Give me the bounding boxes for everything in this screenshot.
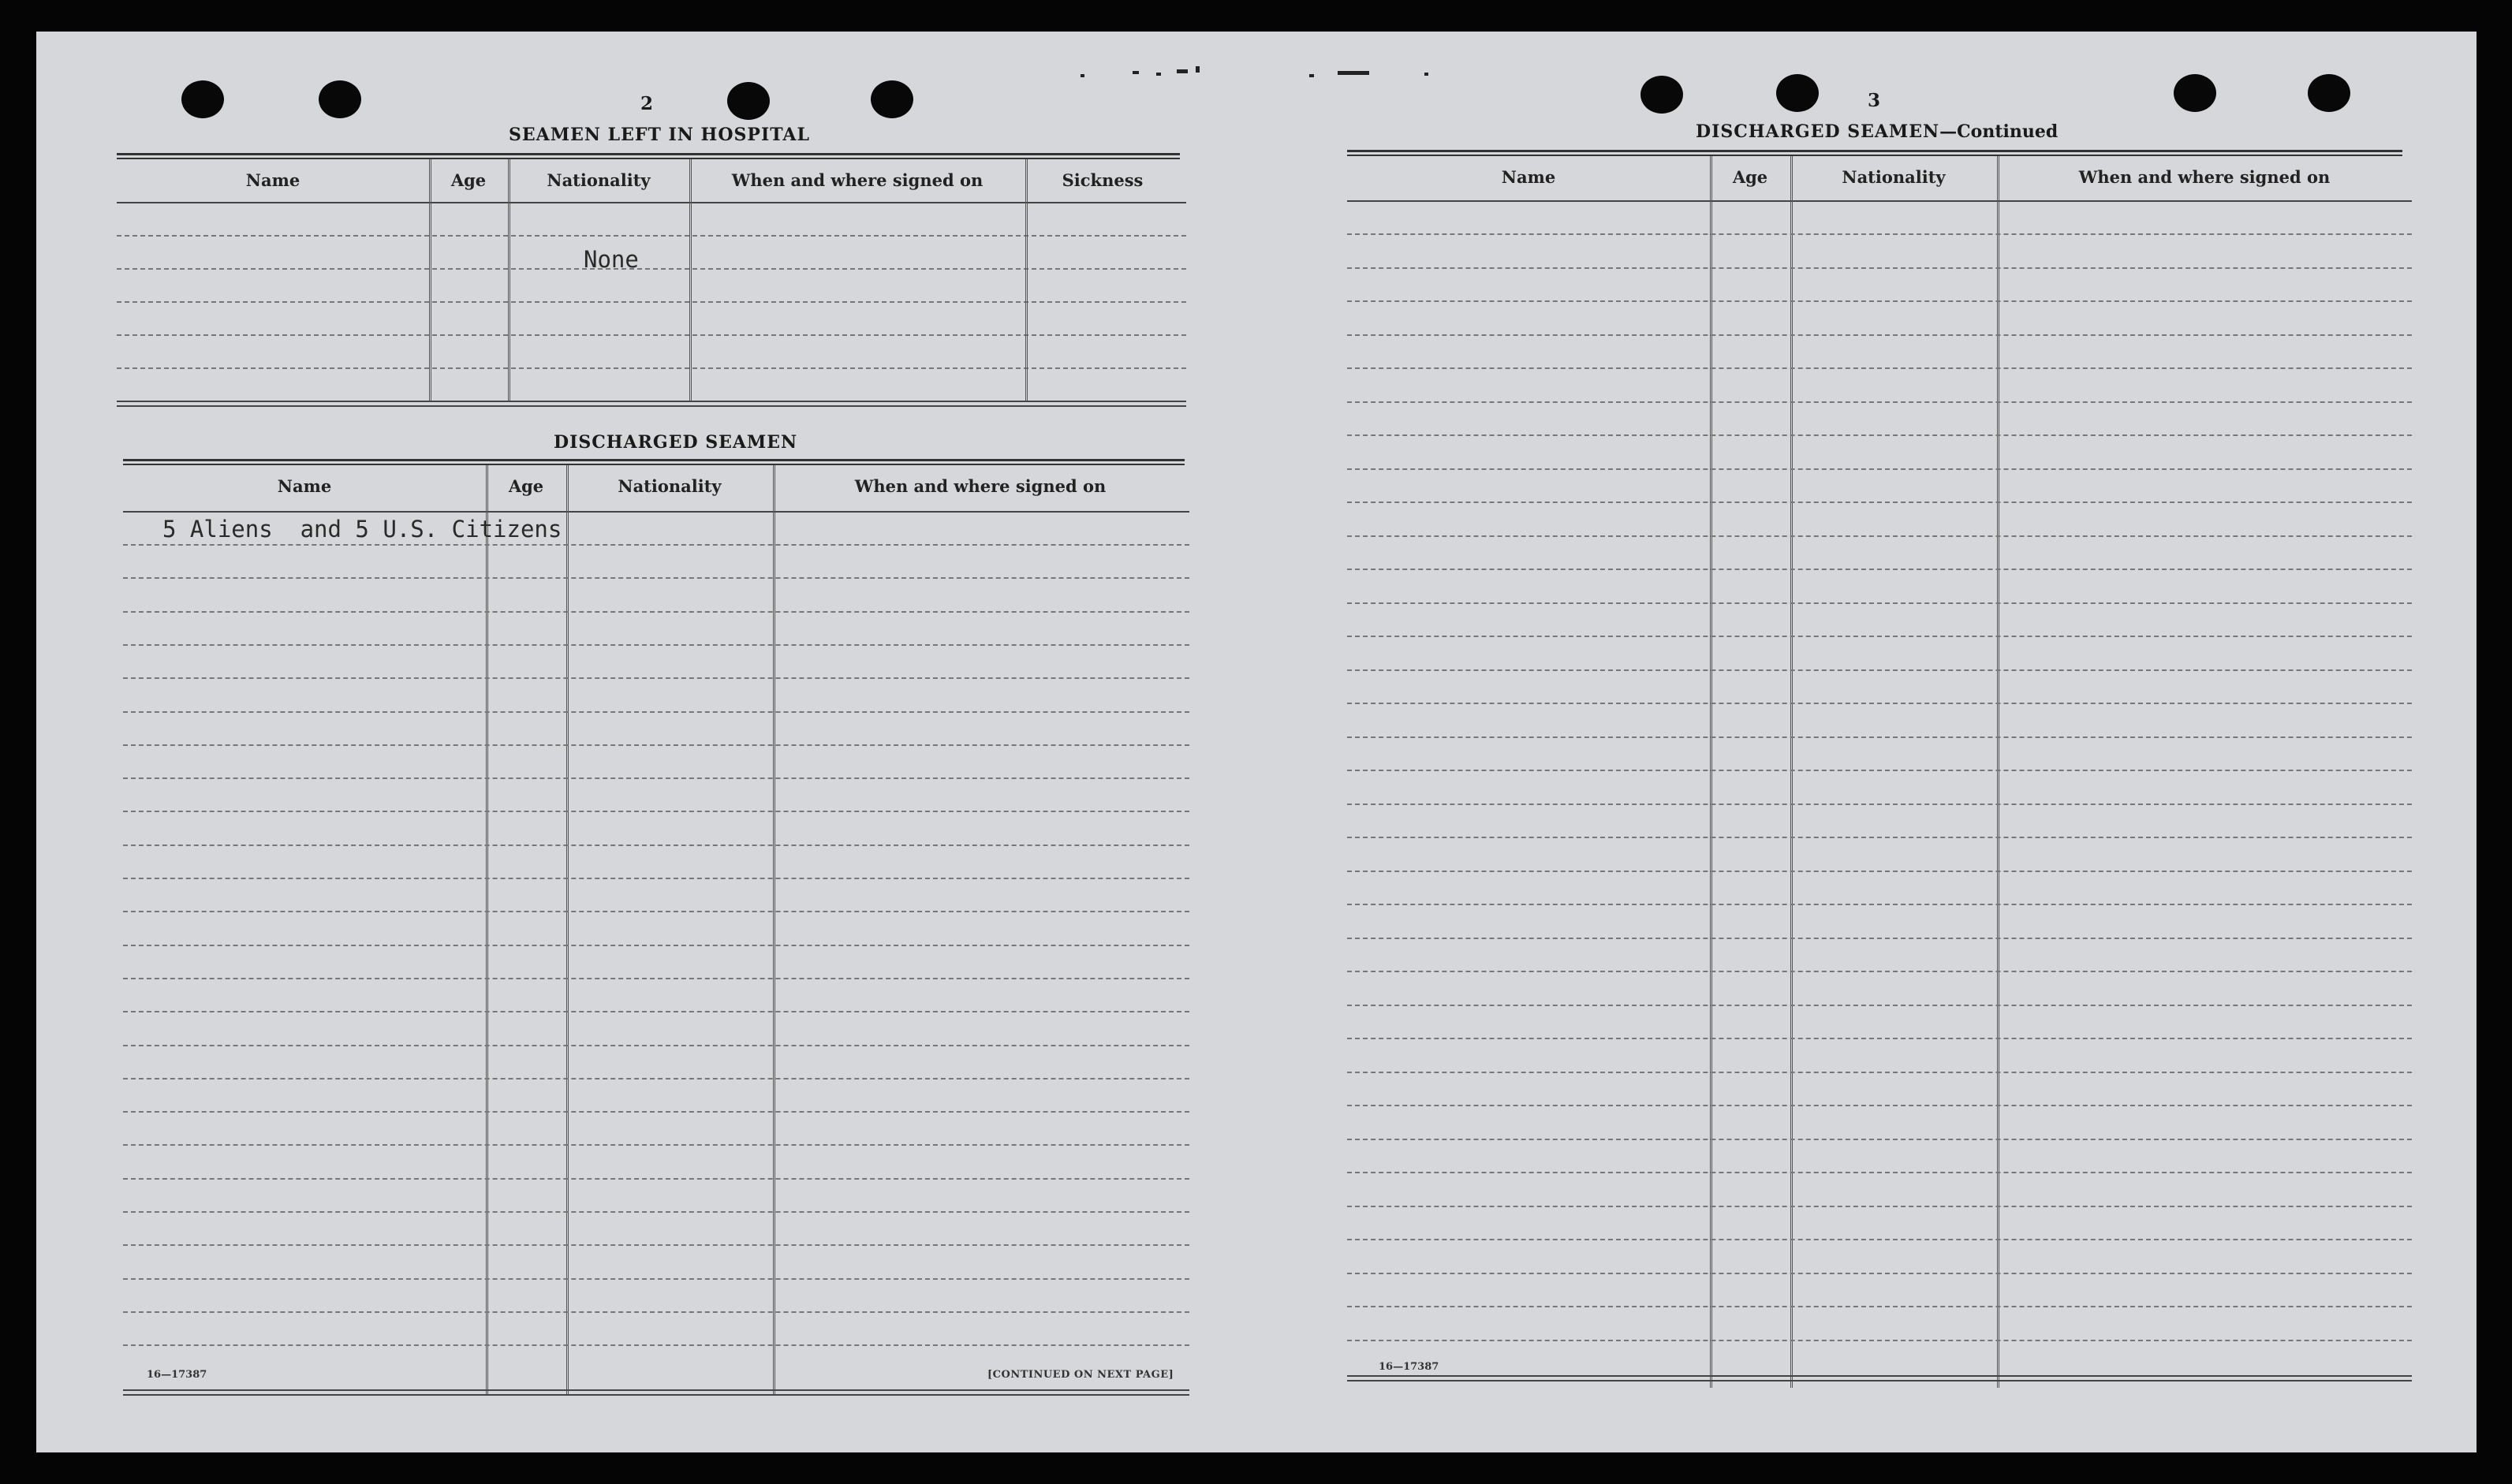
form-row-line — [1347, 1172, 2412, 1173]
right-col-name: Name — [1501, 167, 1556, 187]
ink-speck — [1156, 73, 1161, 76]
form-row-line — [123, 945, 1189, 946]
ink-speck — [1338, 71, 1369, 75]
form-row-line — [123, 1144, 1189, 1146]
punch-hole-icon — [727, 82, 770, 120]
form-row-line — [1347, 535, 2412, 537]
form-row-line — [1347, 1072, 2412, 1073]
right-top-rule — [1347, 150, 2402, 152]
form-row-line — [1347, 636, 2412, 637]
form-row-line — [1347, 669, 2412, 671]
form-row-line — [123, 677, 1189, 679]
form-row-line — [1347, 502, 2412, 503]
form-row-line — [1347, 804, 2412, 805]
discharged-col-name: Name — [277, 476, 332, 496]
form-row-line — [1347, 736, 2412, 738]
ink-speck — [1133, 71, 1139, 74]
form-row-line — [1347, 1206, 2412, 1207]
form-row-line — [1347, 1273, 2412, 1274]
form-row-line — [1347, 1139, 2412, 1140]
form-row-line — [123, 777, 1189, 779]
discharged-col-signed-on: When and where signed on — [854, 476, 1107, 496]
form-row-line — [123, 1311, 1189, 1313]
discharged-top-rule — [123, 459, 1185, 461]
form-row-line — [123, 1244, 1189, 1246]
discharged-continued-title — [1696, 121, 2058, 142]
discharged-table-right — [1347, 156, 2412, 1388]
discharged-section-title: DISCHARGED SEAMEN — [554, 432, 798, 453]
ink-speck — [1081, 74, 1084, 77]
form-row-line — [123, 1078, 1189, 1079]
form-row-line — [1347, 1306, 2412, 1307]
punch-hole-icon — [2174, 74, 2216, 112]
form-code-right: 16—17387 — [1379, 1361, 1439, 1373]
hospital-top-rule — [117, 153, 1180, 155]
form-row-line — [1347, 434, 2412, 436]
document-sheet — [36, 32, 2477, 1452]
form-row-line — [123, 811, 1189, 812]
form-row-line — [1347, 904, 2412, 905]
form-row-line — [123, 978, 1189, 979]
form-row-line — [1347, 703, 2412, 704]
punch-hole-icon — [1640, 76, 1683, 114]
form-bottom-rule — [123, 1389, 1189, 1391]
right-col-nationality: Nationality — [1842, 167, 1946, 187]
form-row-line — [1347, 770, 2412, 771]
form-row-line — [123, 1278, 1189, 1280]
form-row-line — [123, 1011, 1189, 1012]
form-row-line — [1347, 837, 2412, 838]
form-row-line — [123, 744, 1189, 746]
form-row-line — [1347, 871, 2412, 872]
discharged-entry-summary: 5 Aliens and 5 U.S. Citizens — [162, 516, 562, 543]
punch-hole-icon — [319, 80, 361, 118]
hospital-col-signed-on: When and where signed on — [731, 170, 984, 190]
form-row-line — [1347, 401, 2412, 403]
punch-hole-icon — [1776, 74, 1819, 112]
form-row-line — [123, 1344, 1189, 1346]
discharged-col-nationality: Nationality — [618, 476, 722, 496]
punch-hole-icon — [181, 80, 224, 118]
punch-hole-icon — [871, 80, 913, 118]
form-row-line — [1347, 971, 2412, 972]
right-col-signed-on: When and where signed on — [2078, 167, 2331, 187]
ink-speck — [1424, 73, 1428, 76]
form-row-line — [123, 577, 1189, 579]
punch-hole-icon — [2308, 74, 2350, 112]
form-row-line — [123, 1045, 1189, 1046]
continued-note: [CONTINUED ON NEXT PAGE] — [987, 1369, 1174, 1381]
form-row-line — [123, 711, 1189, 713]
form-row-line — [123, 878, 1189, 879]
hospital-col-name: Name — [245, 170, 300, 190]
form-row-line — [1347, 1038, 2412, 1039]
hospital-col-nationality: Nationality — [547, 170, 651, 190]
right-col-age: Age — [1732, 167, 1768, 187]
ink-speck — [1309, 74, 1314, 77]
page-number-right: 3 — [1868, 90, 1881, 111]
form-row-line — [1347, 300, 2412, 302]
ink-speck — [1177, 69, 1188, 73]
discharged-col-age: Age — [508, 476, 544, 496]
form-bottom-rule — [1347, 1380, 2412, 1381]
discharged-table-left — [123, 465, 1189, 1396]
form-row-line — [1347, 569, 2412, 570]
form-code-left: 16—17387 — [147, 1369, 207, 1381]
form-row-line — [123, 611, 1189, 613]
form-row-line — [123, 911, 1189, 912]
hospital-col-age: Age — [450, 170, 487, 190]
form-row-line — [1347, 468, 2412, 470]
hospital-entry-none: None — [584, 246, 639, 273]
hospital-table — [117, 159, 1186, 412]
form-row-line — [1347, 1239, 2412, 1240]
form-row-line — [1347, 233, 2412, 235]
form-row-line — [1347, 1340, 2412, 1341]
form-bottom-rule — [1347, 1375, 2412, 1377]
discharged-continued-title-suffix: —Continued — [1939, 121, 2058, 142]
form-row-line — [123, 544, 1189, 546]
form-bottom-rule — [123, 1394, 1189, 1396]
form-row-line — [123, 1211, 1189, 1213]
page-number-left: 2 — [640, 93, 654, 114]
form-row-line — [123, 1178, 1189, 1180]
form-row-line — [1347, 602, 2412, 604]
form-row-line — [1347, 267, 2412, 269]
form-row-line — [123, 845, 1189, 846]
form-row-line — [123, 1111, 1189, 1113]
form-row-line — [123, 644, 1189, 646]
form-row-line — [1347, 1105, 2412, 1106]
hospital-col-sickness: Sickness — [1062, 170, 1144, 190]
hospital-section-title: SEAMEN LEFT IN HOSPITAL — [509, 125, 810, 145]
form-row-line — [1347, 938, 2412, 939]
form-row-line — [1347, 1005, 2412, 1006]
form-row-line — [1347, 334, 2412, 336]
form-row-line — [1347, 367, 2412, 369]
ink-speck — [1196, 66, 1200, 73]
discharged-continued-title-main: DISCHARGED SEAMEN — [1696, 121, 1940, 142]
